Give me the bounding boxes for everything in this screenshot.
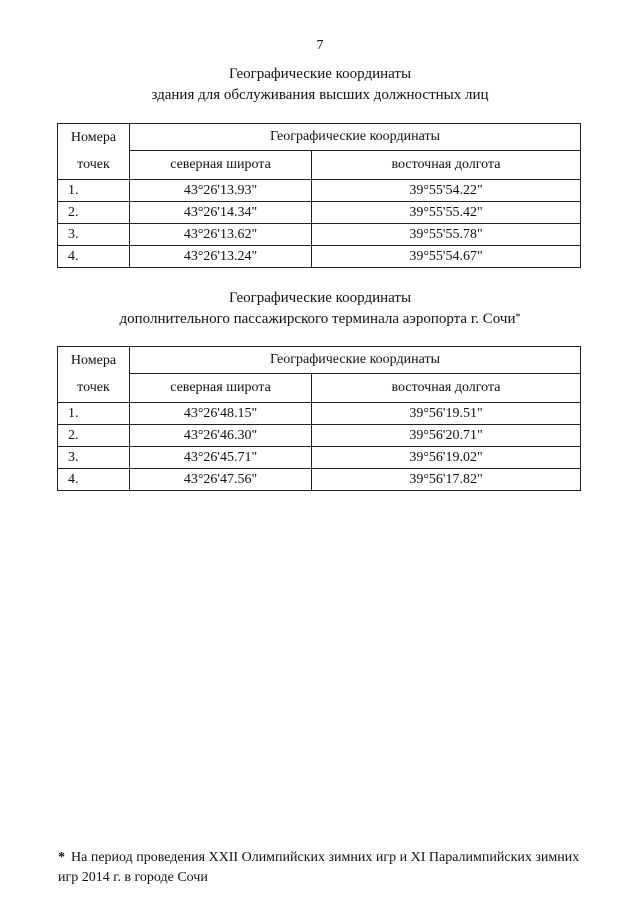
latitude-value: 43°26'13.62" bbox=[130, 224, 312, 246]
footnote-reference-mark: * bbox=[515, 312, 521, 323]
header-coordinates-group: Географические координаты bbox=[130, 124, 581, 151]
section1-title-line2: здания для обслуживания высших должностных лиц bbox=[151, 87, 489, 103]
section2-coordinates-table bbox=[57, 346, 581, 491]
point-number: 4. bbox=[58, 469, 130, 491]
table-row bbox=[58, 469, 581, 491]
section1-coordinates-table bbox=[57, 123, 581, 268]
footnote-text: На период проведения XXII Олимпийских зимних игр и XI Паралимпийских зимних игр 2014 г. в городе Сочи bbox=[58, 850, 580, 885]
header-point-number bbox=[58, 347, 130, 403]
longitude-value: 39°55'55.78" bbox=[312, 224, 581, 246]
latitude-value: 43°26'47.56" bbox=[130, 469, 312, 491]
latitude-value: 43°26'13.24" bbox=[130, 246, 312, 268]
latitude-value: 43°26'46.30" bbox=[130, 425, 312, 447]
longitude-value: 39°56'19.02" bbox=[312, 447, 581, 469]
header-point-number-line2: точек bbox=[77, 380, 110, 395]
footnote bbox=[58, 848, 598, 888]
latitude-value: 43°26'13.93" bbox=[130, 180, 312, 202]
point-number: 1. bbox=[58, 403, 130, 425]
table-row bbox=[58, 425, 581, 447]
section1-title-line1: Географические координаты bbox=[228, 66, 412, 82]
table-row bbox=[58, 180, 581, 202]
point-number: 3. bbox=[58, 224, 130, 246]
header-north-latitude: северная широта bbox=[130, 374, 312, 403]
point-number: 1. bbox=[58, 180, 130, 202]
header-east-longitude: восточная долгота bbox=[312, 151, 581, 180]
header-coordinates-group: Географические координаты bbox=[130, 347, 581, 374]
table-row bbox=[58, 202, 581, 224]
longitude-value: 39°56'19.51" bbox=[312, 403, 581, 425]
section1-title bbox=[0, 64, 640, 106]
table-row bbox=[58, 246, 581, 268]
header-point-number-line1: Номера bbox=[70, 130, 117, 145]
header-point-number-line2: точек bbox=[77, 157, 110, 172]
point-number: 3. bbox=[58, 447, 130, 469]
section2-title bbox=[0, 288, 640, 330]
longitude-value: 39°55'54.67" bbox=[312, 246, 581, 268]
table-row bbox=[58, 447, 581, 469]
point-number: 2. bbox=[58, 425, 130, 447]
section2-title-line2 bbox=[0, 309, 640, 330]
header-point-number-line1: Номера bbox=[70, 353, 117, 368]
latitude-value: 43°26'48.15" bbox=[130, 403, 312, 425]
section2-title-line2-text: дополнительного пассажирского терминала аэропорта г. Сочи bbox=[119, 311, 516, 327]
section2-title-line1: Географические координаты bbox=[228, 290, 412, 306]
longitude-value: 39°56'17.82" bbox=[312, 469, 581, 491]
table-row bbox=[58, 403, 581, 425]
header-north-latitude: северная широта bbox=[130, 151, 312, 180]
table-row bbox=[58, 224, 581, 246]
longitude-value: 39°55'55.42" bbox=[312, 202, 581, 224]
latitude-value: 43°26'45.71" bbox=[130, 447, 312, 469]
latitude-value: 43°26'14.34" bbox=[130, 202, 312, 224]
longitude-value: 39°55'54.22" bbox=[312, 180, 581, 202]
point-number: 2. bbox=[58, 202, 130, 224]
longitude-value: 39°56'20.71" bbox=[312, 425, 581, 447]
footnote-mark: * bbox=[58, 850, 65, 865]
page-number: 7 bbox=[316, 38, 324, 53]
header-point-number bbox=[58, 124, 130, 180]
point-number: 4. bbox=[58, 246, 130, 268]
header-east-longitude: восточная долгота bbox=[312, 374, 581, 403]
